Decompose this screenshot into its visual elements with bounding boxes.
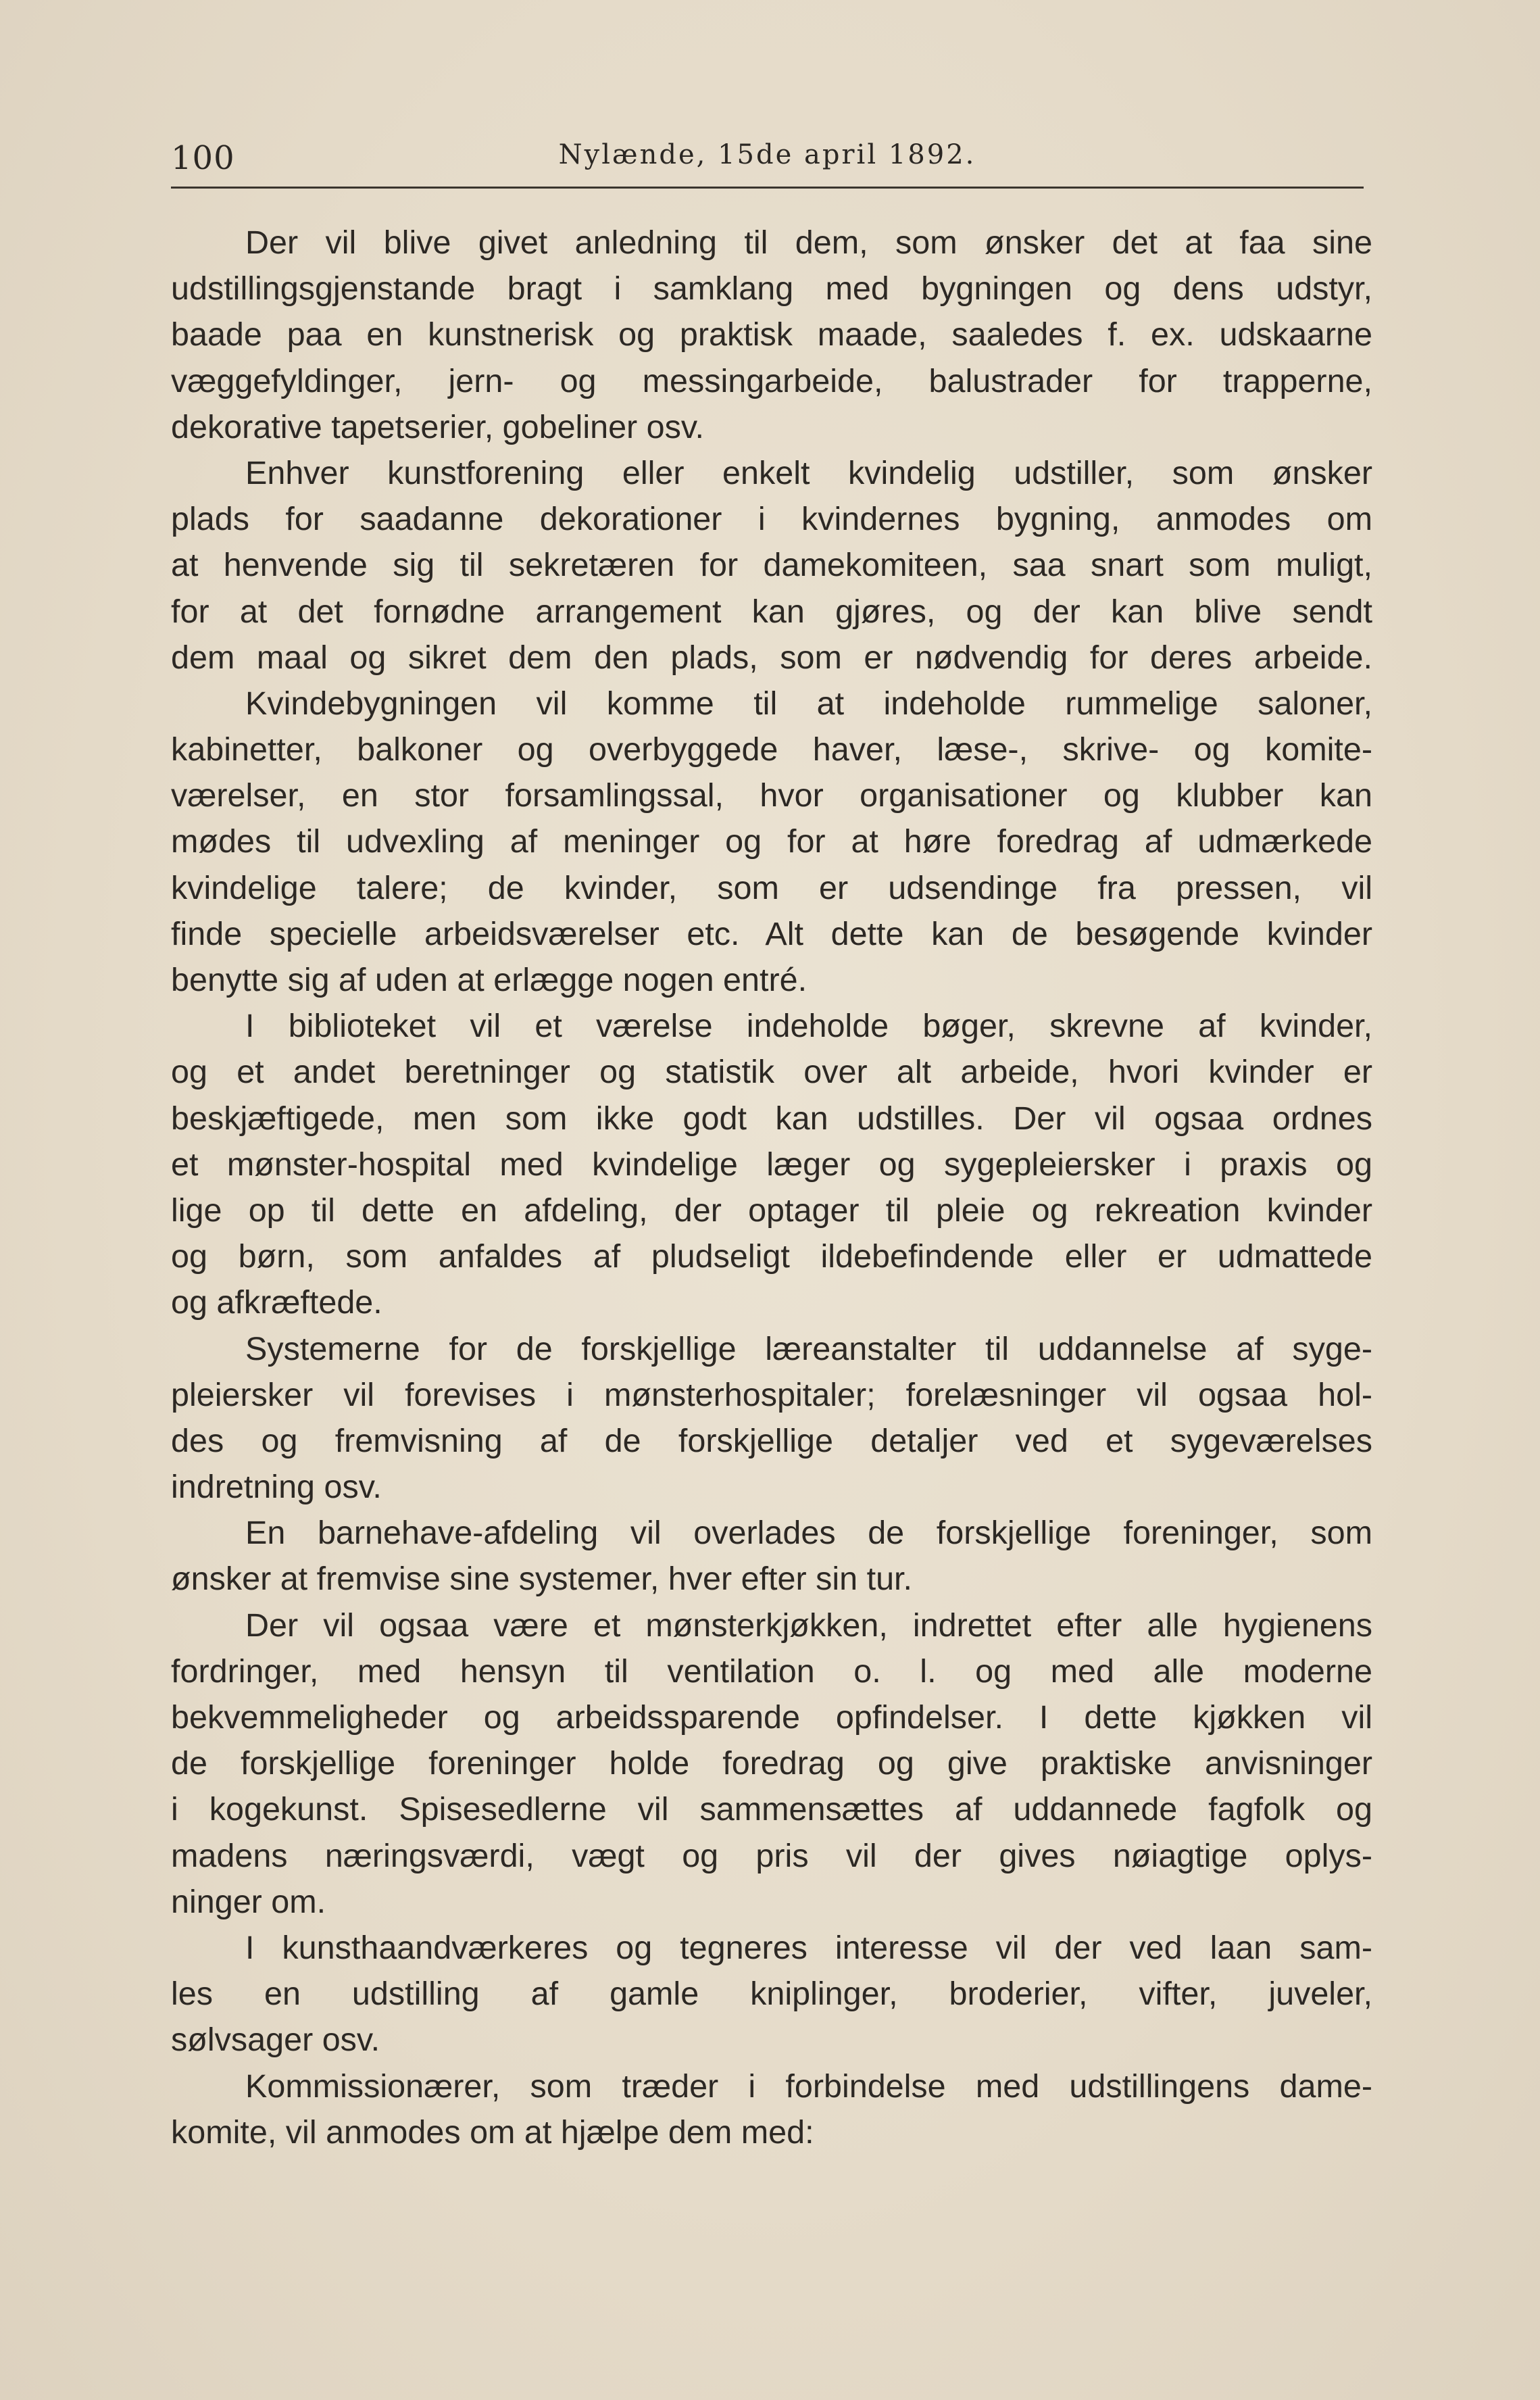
text-line: ønsker at fremvise sine systemer, hver efter sin tur. <box>171 1561 913 1598</box>
text-line: En barnehave-afdeling vil overlades de forskjellige foreninger, som <box>245 1515 1372 1552</box>
text-line: Der vil ogsaa være et mønsterkjøkken, indrettet efter alle hygienens <box>245 1607 1372 1644</box>
text-line: plads for saadanne dekorationer i kvindernes bygning, anmodes om <box>171 501 1372 538</box>
text-line: lige op til dette en afdeling, der optager til pleie og rekreation kvinder <box>171 1192 1372 1229</box>
text-line: og børn, som anfaldes af pludseligt ildebefindende eller er udmattede <box>171 1238 1372 1275</box>
text-line: og afkræftede. <box>171 1284 382 1321</box>
paragraph <box>171 1326 1372 1511</box>
text-line: pleiersker vil forevises i mønsterhospitaler; forelæsninger vil ogsaa hol- <box>171 1376 1372 1413</box>
text-line: Kvindebygningen vil komme til at indeholde rummelige saloner, <box>245 685 1372 722</box>
article-body <box>171 220 1372 2155</box>
paragraph <box>171 681 1372 1003</box>
paragraph <box>171 1003 1372 1325</box>
text-line: værelser, en stor forsamlingssal, hvor organisationer og klubber kan <box>171 777 1372 814</box>
paragraph <box>171 450 1372 681</box>
text-line: I biblioteket vil et værelse indeholde bøger, skrevne af kvinder, <box>245 1008 1372 1045</box>
text-line: Kommissionærer, som træder i forbindelse med udstillingens dame- <box>245 2067 1372 2105</box>
text-line: sølvsager osv. <box>171 2022 380 2059</box>
page-number: 100 <box>171 139 235 177</box>
text-line: kvindelige talere; de kvinder, som er udsendinge fra pressen, vil <box>171 869 1372 906</box>
running-title: Nylænde, 15de april 1892. <box>558 139 976 170</box>
text-line: et mønster-hospital med kvindelige læger og sygepleiersker i praxis og <box>171 1146 1372 1183</box>
text-line: i kogekunst. Spisesedlerne vil sammensættes af uddannede fagfolk og <box>171 1791 1372 1828</box>
text-line: benytte sig af uden at erlægge nogen entré. <box>171 962 808 998</box>
text-line: for at det fornødne arrangement kan gjøres, og der kan blive sendt <box>171 593 1372 630</box>
text-line: indretning osv. <box>171 1469 382 1506</box>
paragraph <box>171 2063 1372 2155</box>
text-line: I kunsthaandværkeres og tegneres interesse vil der ved laan sam- <box>245 1929 1372 1966</box>
header-rule <box>171 187 1364 189</box>
paragraph <box>171 1602 1372 1925</box>
text-line: les en udstilling af gamle kniplinger, broderier, vifter, juveler, <box>171 1976 1372 2013</box>
text-line: de forskjellige foreninger holde foredrag og give praktiske anvisninger <box>171 1745 1372 1782</box>
text-line: finde specielle arbeidsværelser etc. Alt dette kan de besøgende kvinder <box>171 915 1372 952</box>
text-line: Enhver kunstforening eller enkelt kvindelig udstiller, som ønsker <box>245 454 1372 491</box>
text-line: dem maal og sikret dem den plads, som er nødvendig for deres arbeide. <box>171 639 1372 676</box>
text-line: des og fremvisning af de forskjellige detaljer ved et sygeværelses <box>171 1422 1372 1459</box>
text-line: baade paa en kunstnerisk og praktisk maade, saaledes f. ex. udskaarne <box>171 316 1372 353</box>
paragraph <box>171 1925 1372 2063</box>
text-line: kabinetter, balkoner og overbyggede haver, læse-, skrive- og komite- <box>171 731 1372 768</box>
text-line: beskjæftigede, men som ikke godt kan udstilles. Der vil ogsaa ordnes <box>171 1100 1372 1137</box>
text-line: dekorative tapetserier, gobeliner osv. <box>171 408 705 445</box>
text-line: Der vil blive givet anledning til dem, som ønsker det at faa sine <box>245 224 1372 261</box>
page-header <box>171 132 1364 187</box>
text-line: Systemerne for de forskjellige læreanstalter til uddannelse af syge- <box>245 1330 1372 1367</box>
text-line: væggefyldinger, jern- og messingarbeide, balustrader for trapperne, <box>171 362 1372 399</box>
text-line: mødes til udvexling af meninger og for at høre foredrag af udmærkede <box>171 823 1372 860</box>
text-line: bekvemmeligheder og arbeidssparende opfindelser. I dette kjøkken vil <box>171 1699 1372 1736</box>
text-line: og et andet beretninger og statistik over alt arbeide, hvori kvinder er <box>171 1054 1372 1091</box>
paragraph <box>171 220 1372 450</box>
text-line: madens næringsværdi, vægt og pris vil der gives nøiagtige oplys- <box>171 1837 1372 1874</box>
text-line: udstillingsgjenstande bragt i samklang med bygningen og dens udstyr, <box>171 270 1372 308</box>
paragraph <box>171 1510 1372 1602</box>
text-line: fordringer, med hensyn til ventilation o. l. og med alle moderne <box>171 1652 1372 1690</box>
text-line: ninger om. <box>171 1883 326 1920</box>
text-line: komite, vil anmodes om at hjælpe dem med: <box>171 2113 814 2151</box>
text-line: at henvende sig til sekretæren for damekomiteen, saa snart som muligt, <box>171 547 1372 584</box>
